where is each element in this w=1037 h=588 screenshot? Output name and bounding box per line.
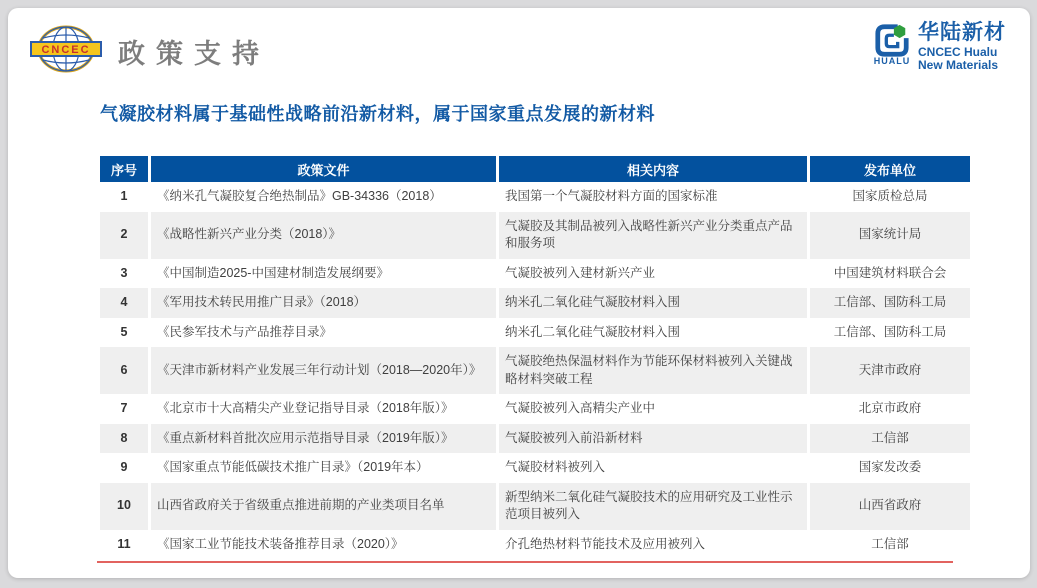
table-cell-unit: 国家质检总局 [810, 182, 970, 212]
table-cell-content: 介孔绝热材料节能技术及应用被列入 [499, 530, 807, 560]
slide-headline: 气凝胶材料属于基础性战略前沿新材料，属于国家重点发展的新材料 [100, 104, 655, 124]
table-cell-content: 气凝胶绝热保温材料作为节能环保材料被列入关键战略材料突破工程 [499, 347, 807, 394]
table-cell-no: 3 [100, 259, 148, 289]
table-cell-policy: 《重点新材料首批次应用示范指导目录（2019年版）》 [151, 424, 496, 454]
header-row [100, 156, 970, 182]
column-header-policy: 政策文件 [151, 156, 496, 182]
table-cell-policy: 山西省政府关于省级重点推进前期的产业类项目名单 [151, 483, 496, 530]
policy-table-head [100, 156, 970, 182]
table-cell-content: 气凝胶被列入建材新兴产业 [499, 259, 807, 289]
table-cell-no: 1 [100, 182, 148, 212]
table-cell-no: 9 [100, 453, 148, 483]
table-cell-content: 新型纳米二氧化硅气凝胶技术的应用研究及工业性示范项目被列入 [499, 483, 807, 530]
table-cell-policy: 《中国制造2025-中国建材制造发展纲要》 [151, 259, 496, 289]
slide-card [8, 8, 1030, 578]
table-cell-content: 我国第一个气凝胶材料方面的国家标准 [499, 182, 807, 212]
table-cell-unit: 工信部、国防科工局 [810, 318, 970, 348]
hualu-brand-names [918, 22, 1006, 71]
cncec-globe-logo-icon [30, 24, 102, 79]
table-cell-unit: 中国建筑材料联合会 [810, 259, 970, 289]
table-cell-no: 10 [100, 483, 148, 530]
svg-text:CNCEC: CNCEC [41, 44, 91, 56]
table-row [100, 424, 970, 454]
table-row [100, 318, 970, 348]
table-cell-no: 5 [100, 318, 148, 348]
table-row [100, 483, 970, 530]
table-cell-unit: 国家发改委 [810, 453, 970, 483]
table-row [100, 347, 970, 394]
table-cell-policy: 《天津市新材料产业发展三年行动计划（2018—2020年）》 [151, 347, 496, 394]
hualu-name-cn: 华陆新材 [918, 21, 1006, 44]
table-cell-content: 纳米孔二氧化硅气凝胶材料入围 [499, 288, 807, 318]
table-cell-no: 8 [100, 424, 148, 454]
table-cell-content: 纳米孔二氧化硅气凝胶材料入围 [499, 318, 807, 348]
table-row [100, 453, 970, 483]
hualu-logo-text: HUALU [873, 56, 911, 66]
brand-left [30, 24, 270, 79]
table-row [100, 259, 970, 289]
table-cell-no: 7 [100, 394, 148, 424]
table-cell-unit: 工信部 [810, 530, 970, 560]
table-cell-content: 气凝胶材料被列入 [499, 453, 807, 483]
table-cell-policy: 《民参军技术与产品推荐目录》 [151, 318, 496, 348]
table-cell-policy: 《军用技术转民用推广目录》（2018） [151, 288, 496, 318]
policy-table [97, 156, 973, 559]
column-header-content: 相关内容 [499, 156, 807, 182]
hualu-name-en-2: New Materials [918, 57, 999, 72]
table-cell-unit: 工信部 [810, 424, 970, 454]
table-cell-policy: 《国家工业节能技术装备推荐目录（2020）》 [151, 530, 496, 560]
table-cell-unit: 北京市政府 [810, 394, 970, 424]
table-row [100, 212, 970, 259]
table-cell-content: 气凝胶被列入高精尖产业中 [499, 394, 807, 424]
table-row [100, 394, 970, 424]
table-cell-unit: 国家统计局 [810, 212, 970, 259]
page-title: 政策支持 [118, 39, 270, 70]
table-cell-no: 6 [100, 347, 148, 394]
table-row [100, 182, 970, 212]
column-header-unit: 发布单位 [810, 156, 970, 182]
hualu-logo-icon [873, 22, 911, 66]
table-cell-unit: 山西省政府 [810, 483, 970, 530]
table-cell-content: 气凝胶及其制品被列入战略性新兴产业分类重点产品和服务项 [499, 212, 807, 259]
hualu-name-en-1: CNCEC Hualu [918, 45, 998, 60]
table-cell-content: 气凝胶被列入前沿新材料 [499, 424, 807, 454]
table-cell-no: 4 [100, 288, 148, 318]
brand-right [873, 22, 1006, 71]
table-cell-no: 2 [100, 212, 148, 259]
column-header-serial: 序号 [100, 156, 148, 182]
table-row [100, 530, 970, 560]
table-cell-policy: 《战略性新兴产业分类（2018）》 [151, 212, 496, 259]
table-cell-policy: 《纳米孔气凝胶复合绝热制品》GB-34336（2018） [151, 182, 496, 212]
table-cell-no: 11 [100, 530, 148, 560]
table-cell-unit: 天津市政府 [810, 347, 970, 394]
policy-table-wrap [97, 156, 953, 563]
table-cell-policy: 《北京市十大高精尖产业登记指导目录（2018年版）》 [151, 394, 496, 424]
table-row [100, 288, 970, 318]
table-cell-policy: 《国家重点节能低碳技术推广目录》（2019年本） [151, 453, 496, 483]
policy-table-body [100, 182, 970, 559]
table-cell-unit: 工信部、国防科工局 [810, 288, 970, 318]
table-bottom-rule [97, 561, 953, 563]
